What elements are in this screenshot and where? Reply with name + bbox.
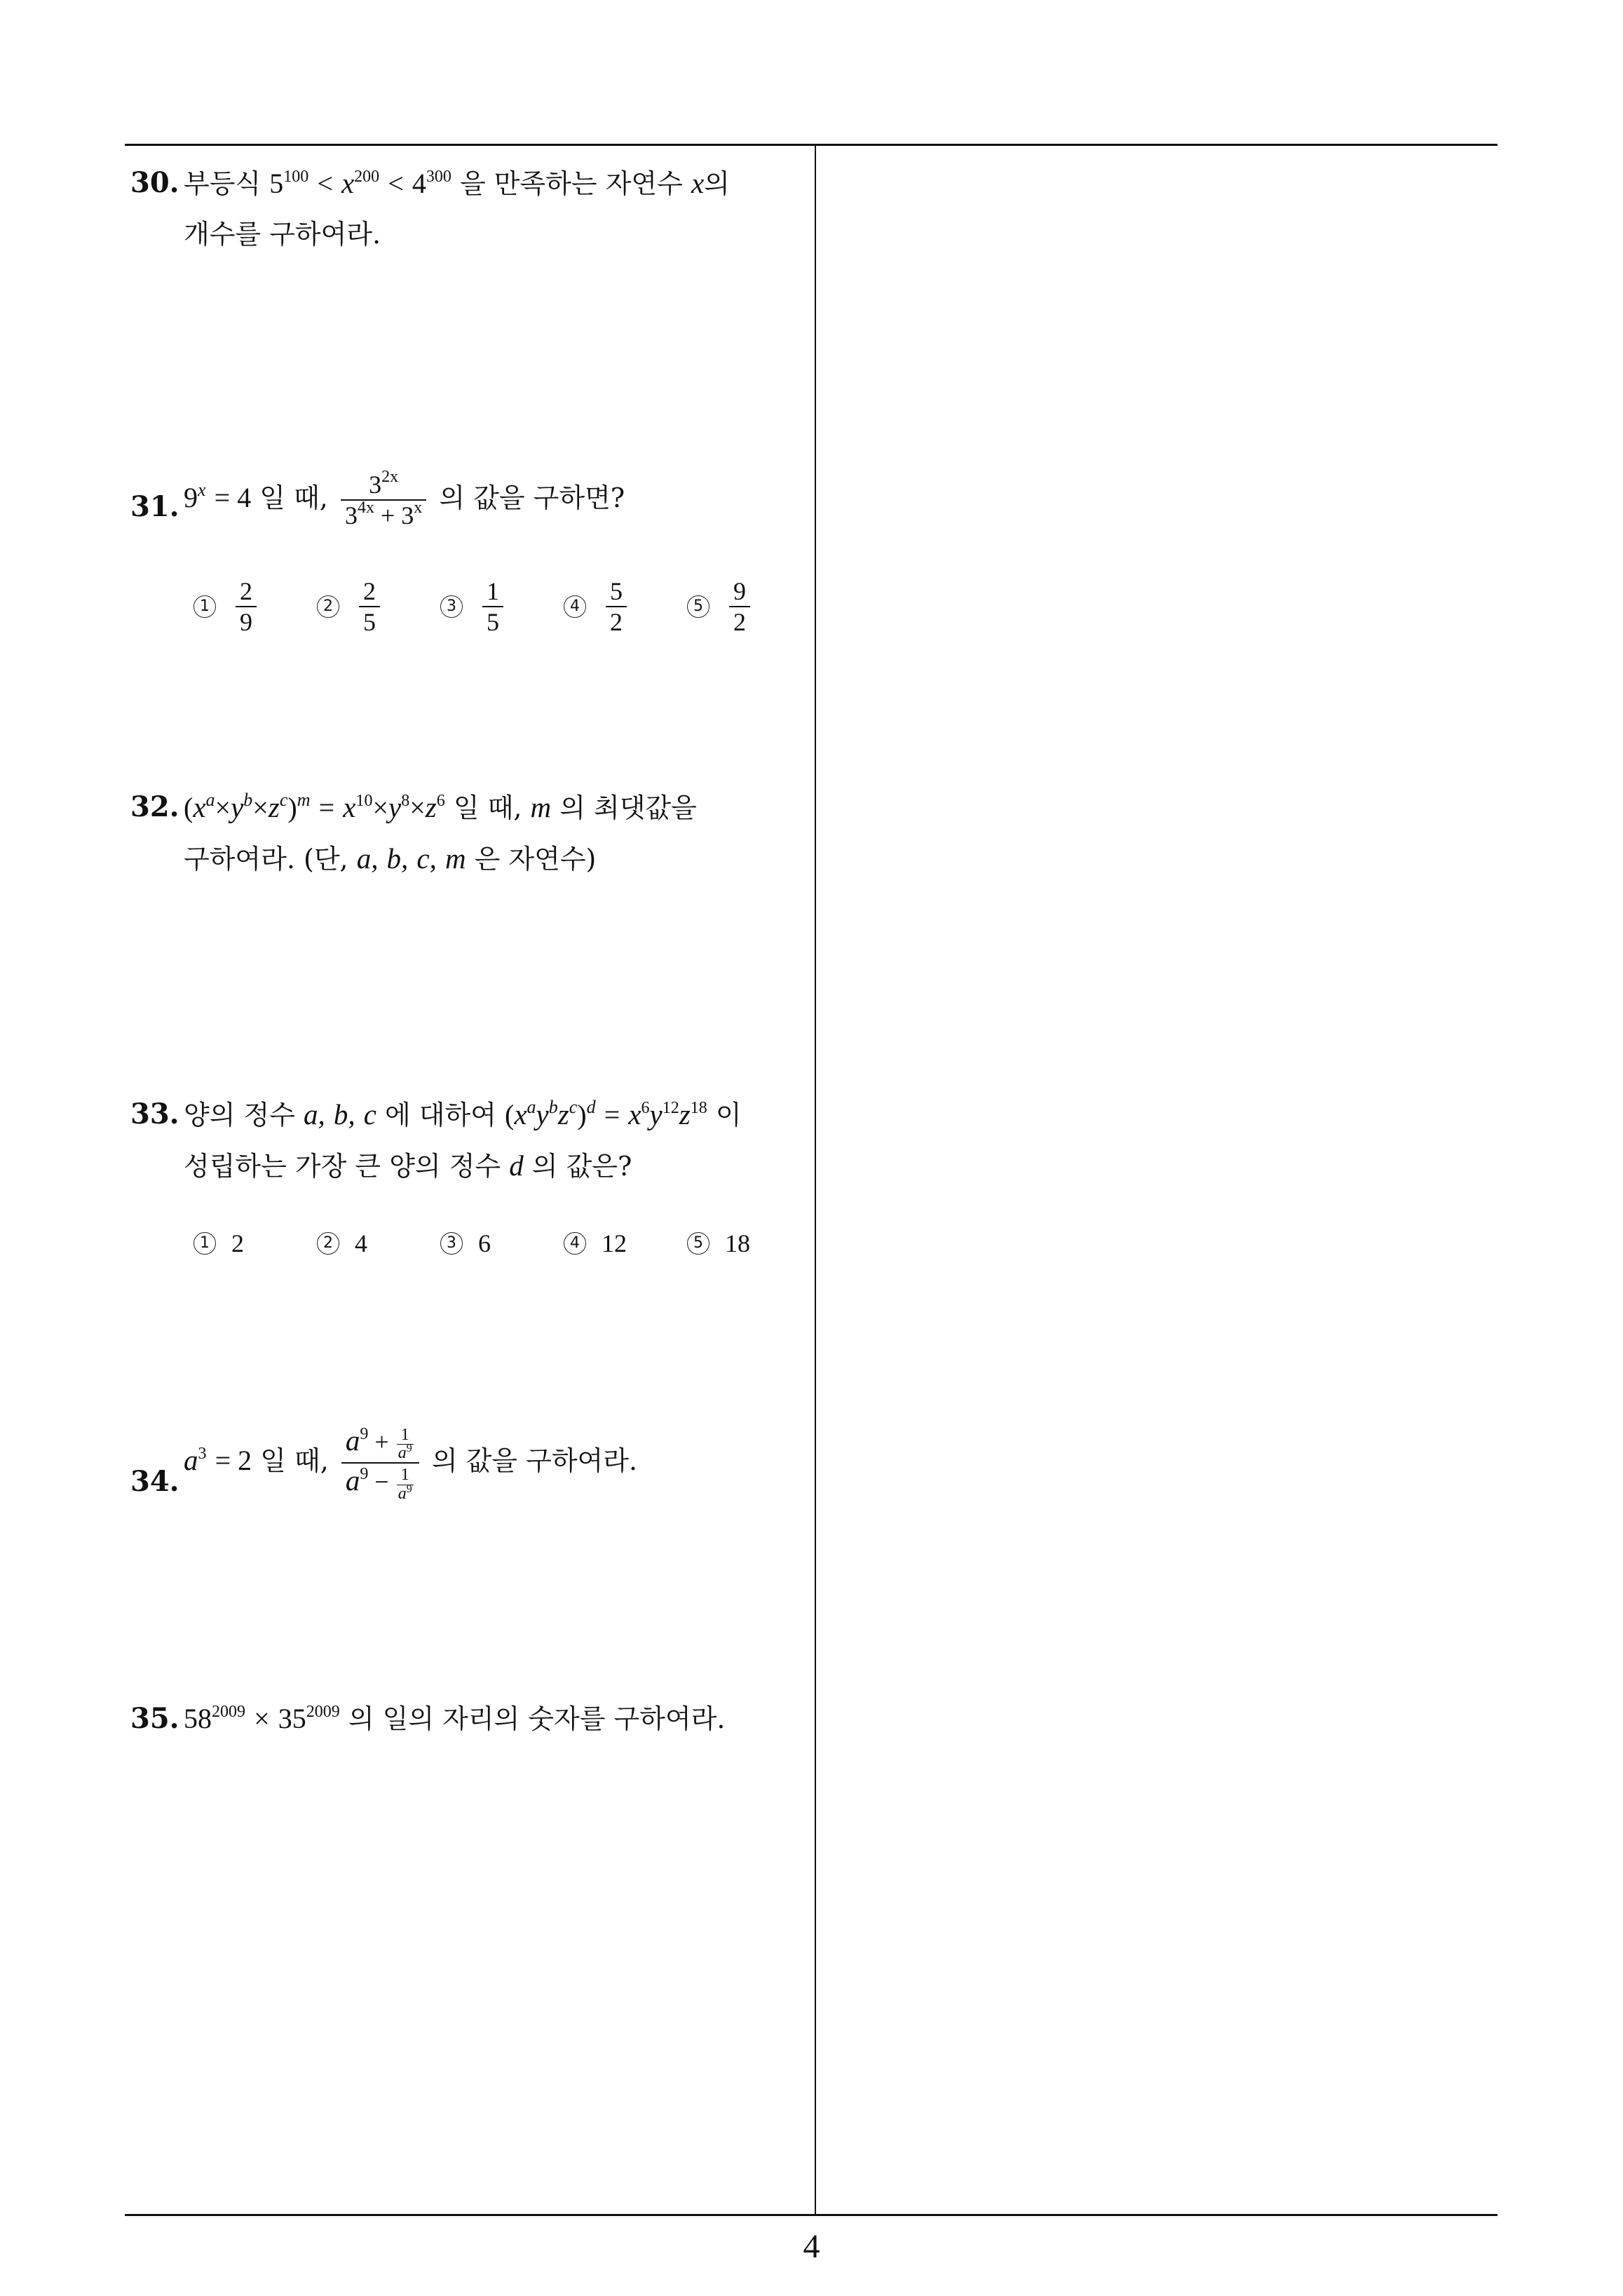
choice-4[interactable]: 4 12 xyxy=(564,1229,687,1258)
problem-text-line-1: 9$^x$ = 4 일 때, $\frac{3^{2x}}{3^{4x} + 3^x}$ 의 값을 구하면? xyxy=(184,468,625,530)
problem-text-line-2: 성립하는 가장 큰 양의 정수 d 의 값은? xyxy=(184,1149,632,1182)
problem-number: 32. xyxy=(130,790,179,823)
problem-text-line-1: $a^3 = 2$ 일 때, $a^9$ + $\frac{1}{a^9}$ $a^9$ − $\frac{1}{a^9}$ 의 값을 구하여라. xyxy=(184,1424,638,1503)
problem-number: 34. xyxy=(130,1465,179,1498)
circled-number-icon: 5 xyxy=(687,595,709,618)
fraction: $a^9$ + $\frac{1}{a^9}$ $a^9$ − $\frac{1}{a^9}$ xyxy=(341,1424,419,1503)
page-number: 4 xyxy=(803,2228,820,2265)
choice-2[interactable]: 2 4 xyxy=(317,1229,440,1258)
fraction: $\frac{3^{2x}}{3^{4x} + 3^x}$ xyxy=(341,470,426,531)
circled-number-icon: 2 xyxy=(317,595,339,618)
problem-text-line-1: 양의 정수 a, b, c 에 대하여 $(x^ay^bz^c)^d = x^6y^{12}z^{18}$ 이 xyxy=(184,1097,742,1130)
choice-1[interactable]: 1 2 xyxy=(193,1229,317,1258)
problem-text-line-2: 개수를 구하여라. xyxy=(184,219,381,250)
column-divider xyxy=(815,144,816,2215)
answer-choices-33 xyxy=(193,1229,810,1258)
circled-number-icon: 4 xyxy=(564,595,586,618)
choice-3[interactable]: 3 6 xyxy=(440,1229,564,1258)
bottom-rule xyxy=(125,2214,1498,2216)
problem-text-line-1: $58^{2009} \times 35^{2009}$ 의 일의 자리의 숫자를 구하여라. xyxy=(184,1703,726,1734)
choice-5[interactable]: 5 18 xyxy=(687,1229,810,1258)
problem-30 xyxy=(130,160,803,257)
choice-3[interactable]: 3 $\frac{1}{5}$ xyxy=(440,576,564,637)
answer-choices-31 xyxy=(193,576,810,637)
problem-text-line-2: 구하여라. (단, a, b, c, m 은 자연수) xyxy=(184,842,597,874)
problem-text-line-1: 부등식 $5^{100} < x^{200} < 4^{300}$ 을 만족하는 자연수 x의 xyxy=(184,167,730,199)
choice-2[interactable]: 2 $\frac{2}{5}$ xyxy=(317,576,440,637)
problem-number: 33. xyxy=(130,1098,179,1130)
problem-32 xyxy=(130,784,803,882)
circled-number-icon: 4 xyxy=(564,1232,586,1255)
problem-35 xyxy=(130,1696,803,1746)
problem-33 xyxy=(130,1091,803,1189)
circled-number-icon: 3 xyxy=(440,595,463,618)
problem-text-line-1: $(x^a\times y^b\times z^c)^m = x^{10}\times y^8\times z^6$ 일 때, m 의 최댓값을 xyxy=(184,790,697,823)
circled-number-icon: 2 xyxy=(317,1232,339,1255)
problem-31 xyxy=(130,470,803,531)
circled-number-icon: 1 xyxy=(193,595,216,618)
circled-number-icon: 1 xyxy=(193,1232,216,1255)
problem-number: 30. xyxy=(130,166,179,199)
problem-number: 31. xyxy=(130,490,179,523)
choice-1[interactable]: 1 $\frac{2}{9}$ xyxy=(193,576,317,637)
top-rule xyxy=(125,144,1498,146)
circled-number-icon: 3 xyxy=(440,1232,463,1255)
choice-5[interactable]: 5 $\frac{9}{2}$ xyxy=(687,576,810,637)
problem-number: 35. xyxy=(130,1702,179,1735)
choice-4[interactable]: 4 $\frac{5}{2}$ xyxy=(564,576,687,637)
circled-number-icon: 5 xyxy=(687,1232,709,1255)
problem-34 xyxy=(130,1424,803,1503)
